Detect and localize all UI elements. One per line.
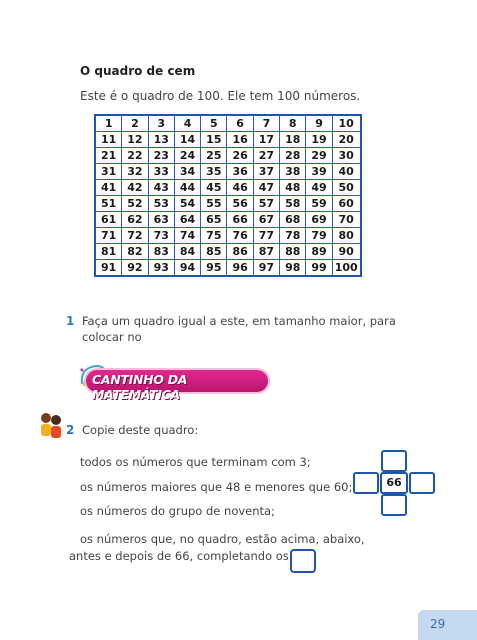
grid-cell: 29 [306, 148, 332, 164]
grid-cell: 92 [122, 260, 148, 277]
grid-cell: 67 [253, 212, 279, 228]
grid-cell: 43 [148, 180, 174, 196]
grid-cell: 71 [95, 228, 122, 244]
grid-cell: 62 [122, 212, 148, 228]
grid-cell: 4 [174, 115, 200, 132]
grid-cell: 64 [174, 212, 200, 228]
question-2-text: Copie deste quadro: [82, 423, 199, 437]
grid-cell: 27 [253, 148, 279, 164]
grid-cell: 66 [227, 212, 253, 228]
grid-cell: 84 [174, 244, 200, 260]
grid-cell: 23 [148, 148, 174, 164]
grid-cell: 30 [332, 148, 361, 164]
grid-cell: 8 [280, 115, 306, 132]
grid-cell: 3 [148, 115, 174, 132]
question-1-number: 1 [66, 314, 75, 328]
page-number: 29 [430, 617, 446, 631]
grid-cell: 77 [253, 228, 279, 244]
grid-cell: 86 [227, 244, 253, 260]
grid-cell: 51 [95, 196, 122, 212]
grid-cell: 74 [174, 228, 200, 244]
grid-cell: 73 [148, 228, 174, 244]
grid-cell: 40 [332, 164, 361, 180]
grid-cell: 24 [174, 148, 200, 164]
grid-cell: 55 [201, 196, 227, 212]
grid-cell: 61 [95, 212, 122, 228]
grid-cell: 96 [227, 260, 253, 277]
grid-cell: 68 [280, 212, 306, 228]
grid-cell: 11 [95, 132, 122, 148]
grid-cell: 89 [306, 244, 332, 260]
item-around-66-line2: antes e depois de 66, completando os [69, 549, 289, 563]
grid-cell: 72 [122, 228, 148, 244]
grid-cell: 34 [174, 164, 200, 180]
question-2-number: 2 [66, 423, 75, 437]
grid-cell: 2 [122, 115, 148, 132]
intro-text: Este é o quadro de 100. Ele tem 100 números. [80, 89, 361, 103]
grid-cell: 25 [201, 148, 227, 164]
grid-cell: 54 [174, 196, 200, 212]
cross-bottom-box [381, 494, 407, 516]
grid-cell: 10 [332, 115, 361, 132]
cross-top-box [381, 450, 407, 472]
section-title: O quadro de cem [80, 64, 196, 78]
grid-cell: 82 [122, 244, 148, 260]
grid-cell: 87 [253, 244, 279, 260]
grid-cell: 46 [227, 180, 253, 196]
grid-cell: 49 [306, 180, 332, 196]
grid-cell: 85 [201, 244, 227, 260]
grid-cell: 81 [95, 244, 122, 260]
grid-cell: 33 [148, 164, 174, 180]
question-1-line2: colocar no [82, 330, 142, 344]
grid-cell: 83 [148, 244, 174, 260]
grid-row [95, 260, 361, 277]
grid-row [95, 115, 361, 132]
grid-cell: 26 [227, 148, 253, 164]
item-nineties: os números do grupo de noventa; [80, 504, 275, 518]
grid-cell: 31 [95, 164, 122, 180]
grid-cell: 12 [122, 132, 148, 148]
grid-cell: 35 [201, 164, 227, 180]
grid-cell: 79 [306, 228, 332, 244]
grid-cell: 20 [332, 132, 361, 148]
item-ending-3: todos os números que terminam com 3; [80, 455, 311, 469]
grid-cell: 80 [332, 228, 361, 244]
grid-cell: 69 [306, 212, 332, 228]
item-around-66-line1: os números que, no quadro, estão acima, abaixo, [80, 532, 365, 546]
grid-cell: 97 [253, 260, 279, 277]
grid-cell: 17 [253, 132, 279, 148]
grid-cell: 14 [174, 132, 200, 148]
grid-cell: 48 [280, 180, 306, 196]
banner-label: CANTINHO DA MATEMÁTICA [92, 372, 188, 402]
grid-cell: 50 [332, 180, 361, 196]
cross-center-box: 66 [380, 472, 408, 494]
grid-cell: 1 [95, 115, 122, 132]
answer-box [290, 549, 316, 573]
cross-left-box [353, 472, 379, 494]
grid-cell: 37 [253, 164, 279, 180]
grid-row [95, 132, 361, 148]
grid-cell: 13 [148, 132, 174, 148]
grid-cell: 36 [227, 164, 253, 180]
grid-cell: 15 [201, 132, 227, 148]
hundred-chart [94, 114, 362, 277]
grid-cell: 70 [332, 212, 361, 228]
grid-cell: 98 [280, 260, 306, 277]
grid-cell: 65 [201, 212, 227, 228]
grid-cell: 56 [227, 196, 253, 212]
grid-row [95, 148, 361, 164]
grid-row [95, 244, 361, 260]
grid-cell: 39 [306, 164, 332, 180]
grid-row [95, 196, 361, 212]
cantinho-banner [78, 368, 268, 402]
grid-cell: 5 [201, 115, 227, 132]
grid-cell: 38 [280, 164, 306, 180]
cross-right-box [409, 472, 435, 494]
grid-cell: 57 [253, 196, 279, 212]
grid-cell: 45 [201, 180, 227, 196]
grid-cell: 94 [174, 260, 200, 277]
grid-cell: 63 [148, 212, 174, 228]
grid-cell: 22 [122, 148, 148, 164]
grid-cell: 18 [280, 132, 306, 148]
grid-cell: 88 [280, 244, 306, 260]
grid-cell: 6 [227, 115, 253, 132]
grid-cell: 9 [306, 115, 332, 132]
grid-cell: 90 [332, 244, 361, 260]
grid-cell: 7 [253, 115, 279, 132]
grid-cell: 19 [306, 132, 332, 148]
grid-cell: 47 [253, 180, 279, 196]
grid-cell: 42 [122, 180, 148, 196]
grid-row [95, 212, 361, 228]
grid-cell: 91 [95, 260, 122, 277]
question-1-line1: Faça um quadro igual a este, em tamanho maior, para [82, 314, 396, 328]
grid-row [95, 180, 361, 196]
grid-cell: 32 [122, 164, 148, 180]
grid-row [95, 164, 361, 180]
grid-cell: 60 [332, 196, 361, 212]
grid-row [95, 228, 361, 244]
page-number-tab [418, 610, 477, 640]
grid-cell: 28 [280, 148, 306, 164]
pair-work-icon [38, 410, 64, 440]
grid-cell: 52 [122, 196, 148, 212]
grid-cell: 53 [148, 196, 174, 212]
grid-cell: 95 [201, 260, 227, 277]
grid-cell: 75 [201, 228, 227, 244]
grid-cell: 100 [332, 260, 361, 277]
grid-cell: 99 [306, 260, 332, 277]
grid-cell: 41 [95, 180, 122, 196]
item-between-48-60: os números maiores que 48 e menores que 60; [80, 480, 353, 494]
grid-cell: 78 [280, 228, 306, 244]
grid-cell: 93 [148, 260, 174, 277]
grid-cell: 59 [306, 196, 332, 212]
grid-cell: 44 [174, 180, 200, 196]
grid-cell: 76 [227, 228, 253, 244]
grid-cell: 58 [280, 196, 306, 212]
grid-cell: 16 [227, 132, 253, 148]
grid-cell: 21 [95, 148, 122, 164]
